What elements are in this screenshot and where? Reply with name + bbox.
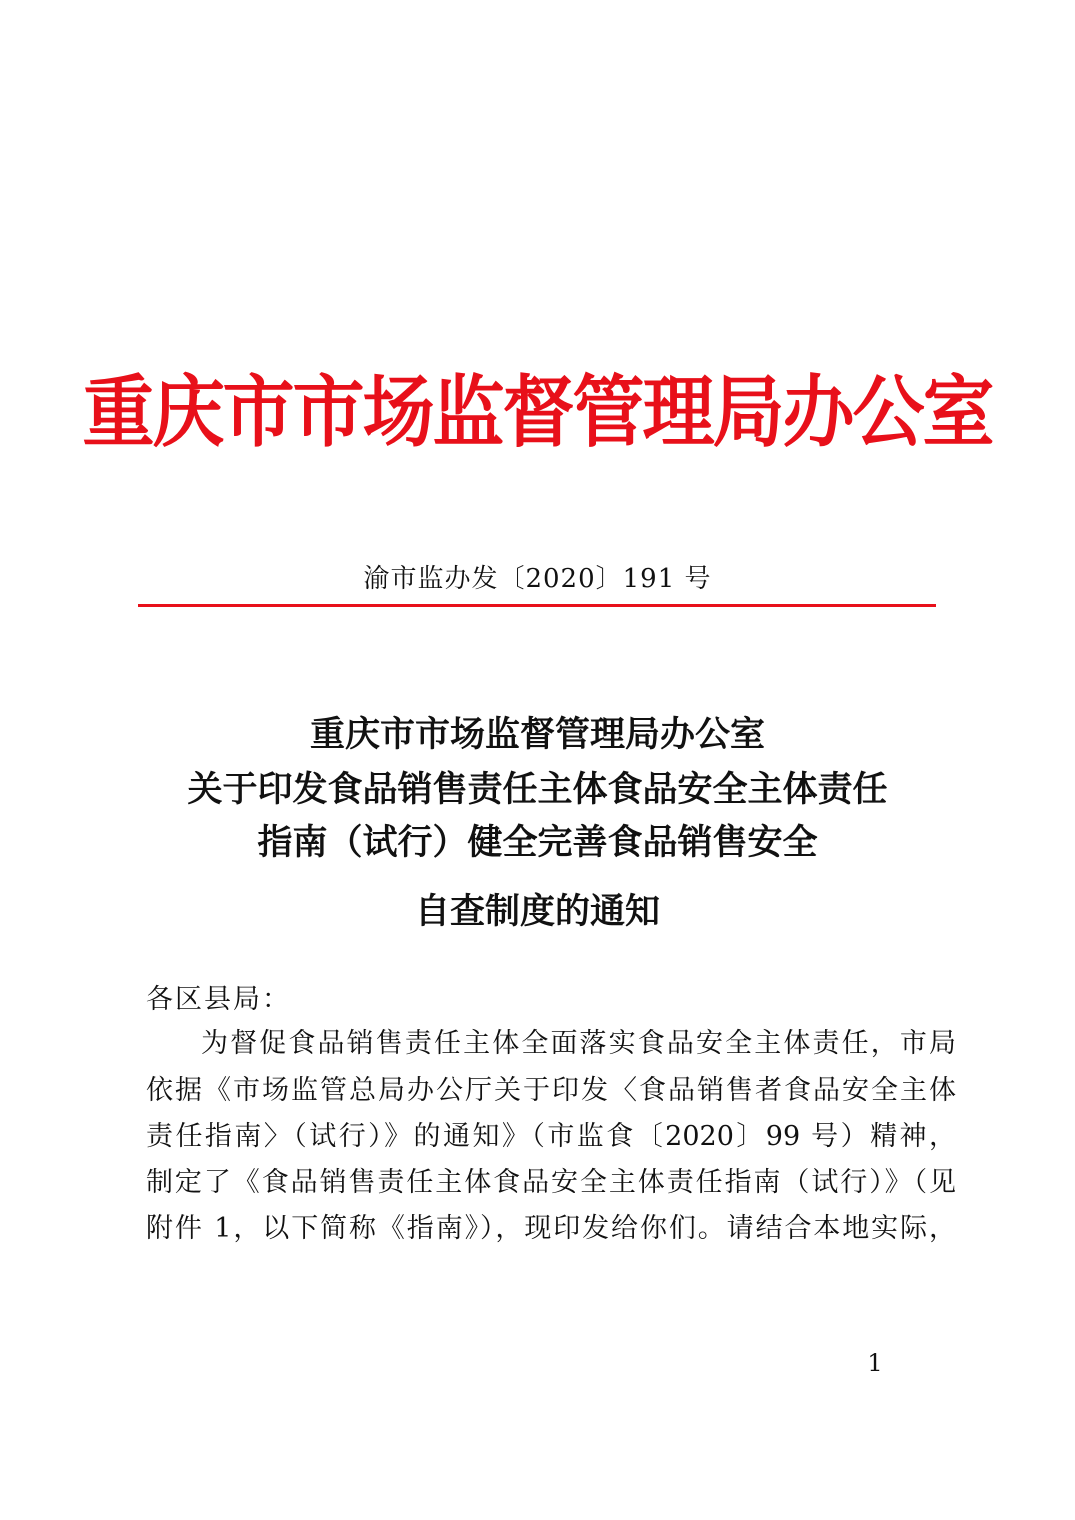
salutation: 各区县局： [146,984,291,1015]
document-number: 渝市监办发〔2020〕191 号 [363,564,712,594]
red-divider-line [138,604,936,607]
body-text-line: 为督促食品销售责任主体全面落实食品安全主体责任，市局 [201,1028,956,1059]
body-text-line: 依据《市场监管总局办公厅关于印发〈食品销售者食品安全主体 [146,1075,956,1106]
page-number: 1 [867,1349,883,1377]
notice-title-line-3: 指南（试行）健全完善食品销售安全 [257,822,818,863]
body-text-line: 制定了《食品销售责任主体食品安全主体责任指南（试行）》（见 [146,1167,956,1198]
masthead-title: 重庆市市场监督管理局办公室 [82,366,993,458]
body-text-line: 附件 1，以下简称《指南》），现印发给你们。请结合本地实际， [146,1213,956,1244]
notice-title-line-2: 关于印发食品销售责任主体食品安全主体责任 [187,769,888,810]
notice-title-line-1: 重庆市市场监督管理局办公室 [309,714,765,755]
body-text-line: 责任指南〉（试行）》的通知》（市监食〔2020〕99 号）精神， [146,1121,956,1152]
notice-title-line-4: 自查制度的通知 [414,891,660,932]
